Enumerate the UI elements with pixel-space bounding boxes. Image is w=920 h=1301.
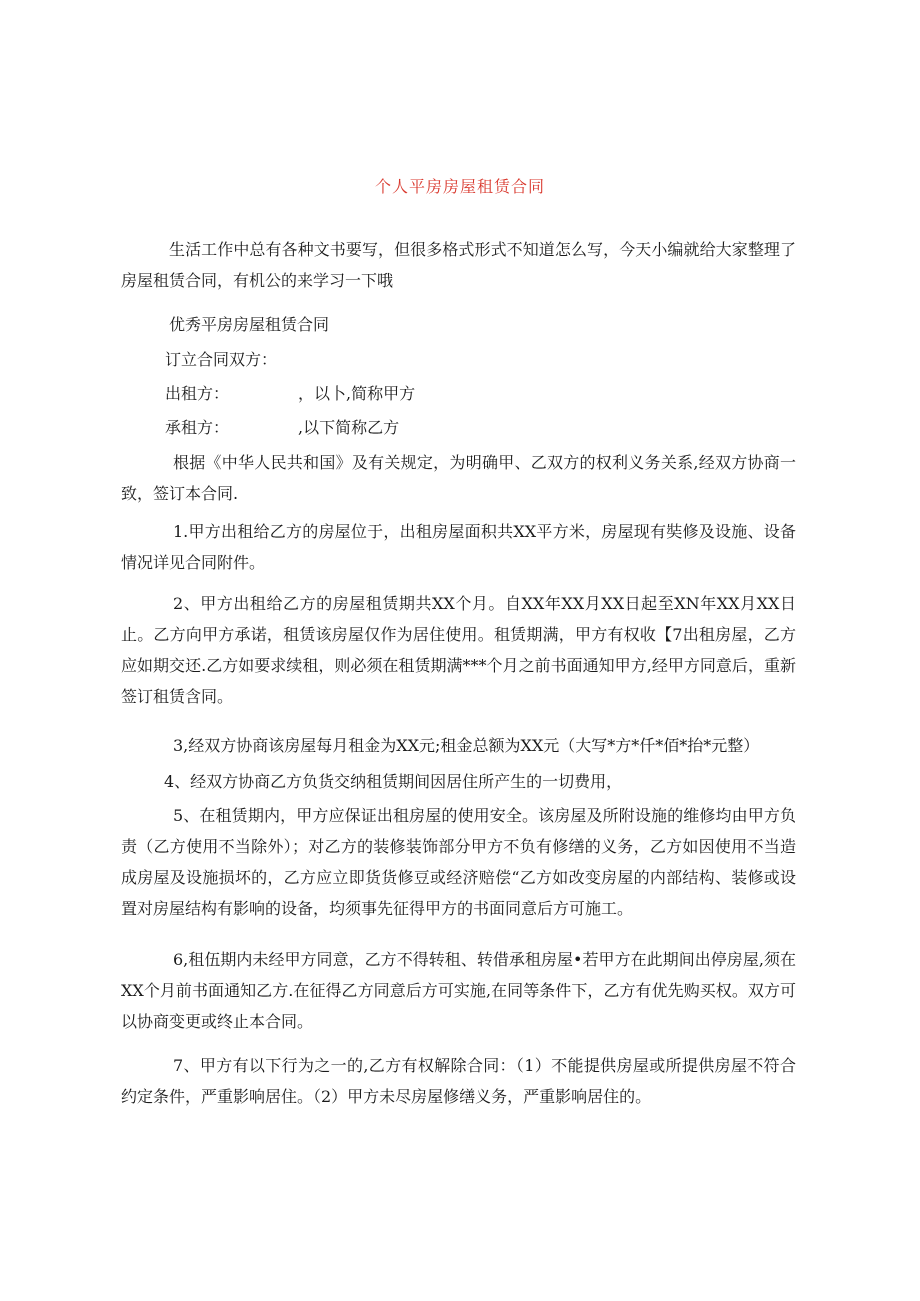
intro-paragraph: 生活工作中总有各种文书要写，但很多格式形式不知道怎么写，今天小编就给大家整理了房屋租赁合同，有机公的来学习一下哦 [121,240,796,290]
clause-1: 1.甲方出租给乙方的房屋位于，出租房屋面积共XX平方米，房屋现有奘修及设施、设备情况详见合同附件。 [121,522,796,572]
subtitle: 优秀平房房屋租赁合同 [169,315,330,334]
lessor-label: 出租方： [165,384,230,403]
clause-2: 2、甲方出租给乙方的房屋租赁期共XX个月。自XX年XX月XX日起至XN年XX月XX日止。乙方向甲方承诺，租赁该房屋仅作为居住使用。租赁期满，甲方有权收【7出租房屋，乙方应如期交还.乙方如要求续租，则必须在租赁期满***个月之前书面通知甲方,经甲方同意后，重新签订租赁含同。 [121,594,796,706]
lessor-suffix: ，以卜,简称甲方 [298,384,416,403]
clause-3: 3,经双方协商该房屋每月租金为XX元;租金总额为XX元（大写*方*仟*佰*抬*元整） [173,736,760,755]
document-title: 个人平房房屋租赁合同 [374,177,545,196]
parties-heading: 订立合同双方： [165,350,278,369]
lessee-suffix: ,以下简称乙方 [298,418,400,437]
clause-5: 5、在租赁期内，甲方应保证出租房屋的使用安全。该房屋及所附设施的维修均由甲方负责（乙方使用不当除外）；对乙方的装修装饰部分甲方不负有修缮的义务，乙方如因使用不当造成房屋及设施损坏的，乙方应立即货货修豆或经济赔偿“乙方如改变房屋的内部结构、装修或设置对房屋结构有影响的设备，均须事先征得甲方的书面同意后方可施工。 [121,806,796,918]
clause-4: 4、经双方协商乙方负货交纳租赁期间因居住所产生的一切费用， [164,772,623,791]
clause-6: 6,租伍期内未经甲方同意，乙方不得转租、转借承租房屋•若甲方在此期间出停房屋,须在XX个月前书面通知乙方.在征得乙方同意后方可实施,在同等条件下，乙方有优先购买权。双方可以协商变更或终止本合同。 [121,950,796,1031]
clause-7: 7、甲方有以下行为之一的,乙方有权解除合同：（1）不能提供房屋或所提供房屋不符合约定条件，严重影响居住。（2）甲方未尽房屋修缮义务，严重影响居住的。 [121,1056,796,1106]
preamble-paragraph: 根据《中华人民共和国》及有关规定，为明确甲、乙双方的权利义务关系,经双方协商一致，签订本合同. [121,453,796,503]
lessee-label: 承租方： [165,418,230,437]
